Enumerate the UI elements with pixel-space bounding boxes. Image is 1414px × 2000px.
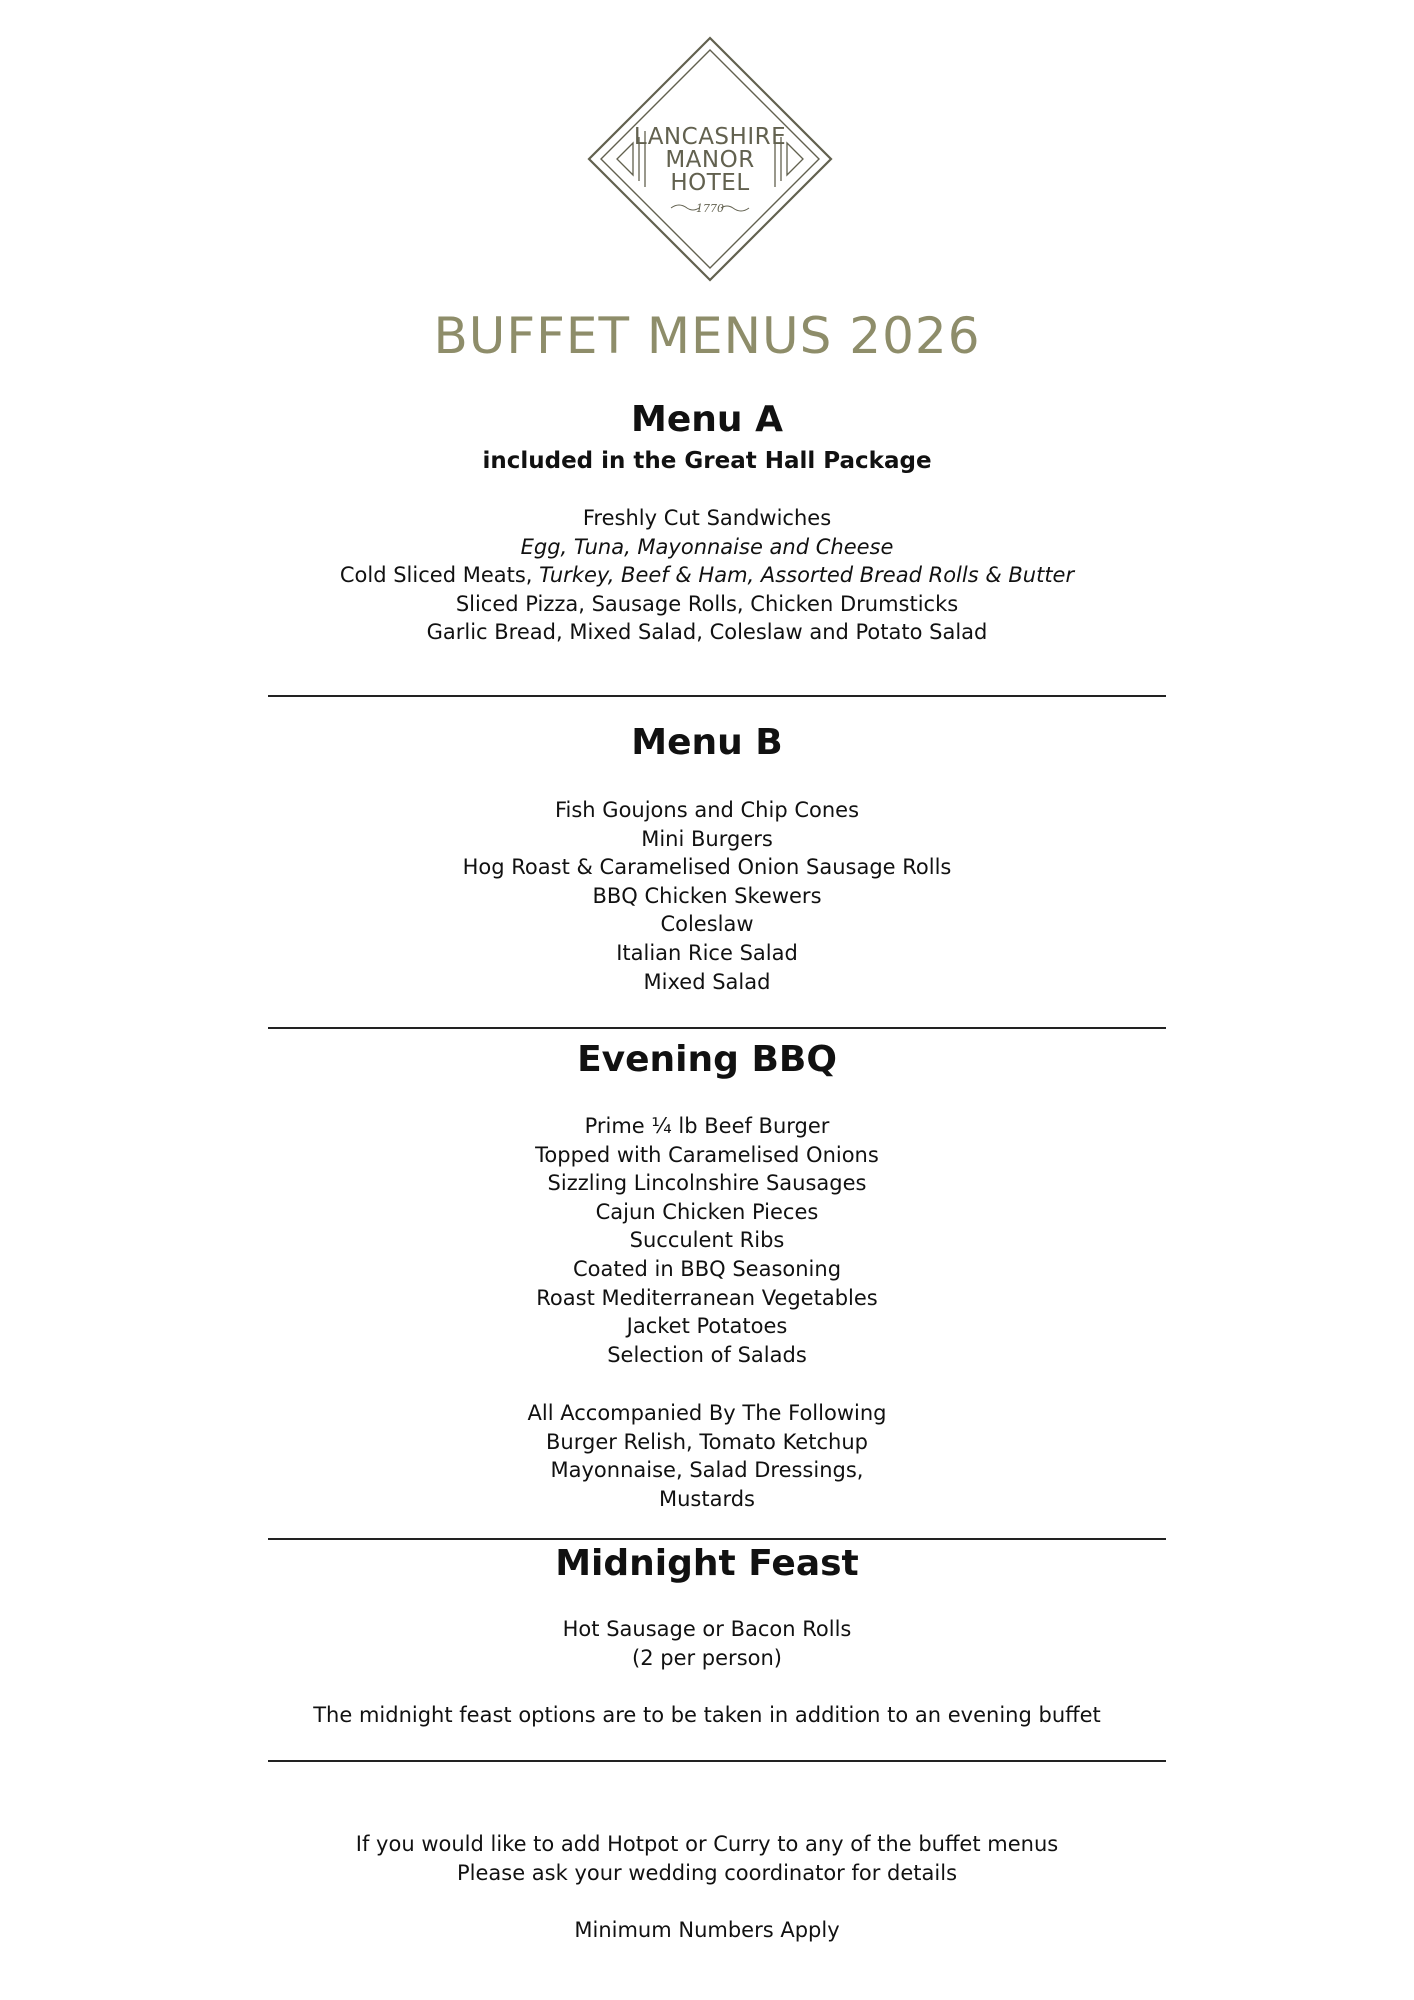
- list-item: Mini Burgers: [641, 826, 773, 851]
- list-item: [0, 561, 1414, 590]
- list-item: All Accompanied By The Following: [527, 1401, 887, 1425]
- list-item: Burger Relish, Tomato Ketchup: [546, 1429, 868, 1454]
- list-item: Coated in BBQ Seasoning: [572, 1256, 842, 1281]
- footer-notes: [0, 1830, 1414, 1887]
- midnight-feast-items: [0, 1615, 1414, 1672]
- list-item-plain: Cold Sliced Meats,: [339, 563, 533, 588]
- hotel-logo: [587, 36, 833, 282]
- list-item: Coleslaw: [660, 912, 754, 937]
- list-item: Sliced Pizza, Sausage Rolls, Chicken Drumsticks: [455, 591, 959, 616]
- logo-line-2: MANOR: [665, 147, 755, 173]
- midnight-feast-note: The midnight feast options are to be taken in addition to an evening buffet: [313, 1703, 1101, 1727]
- list-item: Sizzling Lincolnshire Sausages: [547, 1171, 867, 1196]
- list-item: (2 per person): [632, 1645, 782, 1670]
- divider: [268, 1538, 1166, 1540]
- divider: [268, 695, 1166, 697]
- list-item: Mustards: [658, 1486, 755, 1511]
- footer-line: If you would like to add Hotpot or Curry to any of the buffet menus: [355, 1832, 1059, 1856]
- footer-minimum-numbers: Minimum Numbers Apply: [574, 1918, 840, 1942]
- page-title: BUFFET MENUS 2026: [433, 307, 981, 365]
- evening-bbq-heading: Evening BBQ: [577, 1039, 837, 1080]
- menu-b-heading: Menu B: [631, 722, 783, 763]
- logo-line-3: HOTEL: [670, 170, 750, 196]
- divider: [268, 1027, 1166, 1029]
- divider: [268, 1760, 1166, 1762]
- list-item: Topped with Caramelised Onions: [535, 1142, 879, 1167]
- menu-a-heading: Menu A: [631, 399, 783, 440]
- list-item: Cajun Chicken Pieces: [595, 1199, 819, 1224]
- midnight-feast-heading: Midnight Feast: [555, 1543, 859, 1584]
- menu-b-items: [0, 796, 1414, 996]
- logo-line-1: LANCASHIRE: [633, 124, 787, 150]
- evening-bbq-items: [0, 1112, 1414, 1369]
- menu-a-subheading: included in the Great Hall Package: [482, 448, 932, 474]
- list-item: Freshly Cut Sandwiches: [582, 506, 832, 530]
- list-item: Fish Goujons and Chip Cones: [554, 798, 860, 822]
- list-item: Italian Rice Salad: [616, 940, 798, 965]
- list-item-italic: Turkey, Beef & Ham, Assorted Bread Rolls & Butter: [539, 563, 1075, 588]
- footer-line: Please ask your wedding coordinator for details: [456, 1860, 958, 1885]
- list-item: Egg, Tuna, Mayonnaise and Cheese: [520, 534, 894, 559]
- list-item: Hot Sausage or Bacon Rolls: [562, 1617, 852, 1641]
- list-item: Succulent Ribs: [629, 1228, 785, 1253]
- logo-year: 1770: [696, 202, 724, 215]
- list-item: BBQ Chicken Skewers: [592, 883, 822, 908]
- list-item: Selection of Salads: [607, 1342, 807, 1367]
- list-item: Garlic Bread, Mixed Salad, Coleslaw and Potato Salad: [426, 620, 988, 645]
- menu-a-items: [0, 504, 1414, 647]
- list-item: Roast Mediterranean Vegetables: [536, 1285, 878, 1310]
- list-item: Mayonnaise, Salad Dressings,: [550, 1458, 864, 1483]
- evening-bbq-accompaniments: [0, 1399, 1414, 1513]
- list-item: Mixed Salad: [643, 969, 771, 994]
- list-item: Prime ¼ lb Beef Burger: [584, 1114, 830, 1138]
- list-item: Jacket Potatoes: [626, 1314, 788, 1339]
- list-item: Hog Roast & Caramelised Onion Sausage Rolls: [462, 855, 952, 880]
